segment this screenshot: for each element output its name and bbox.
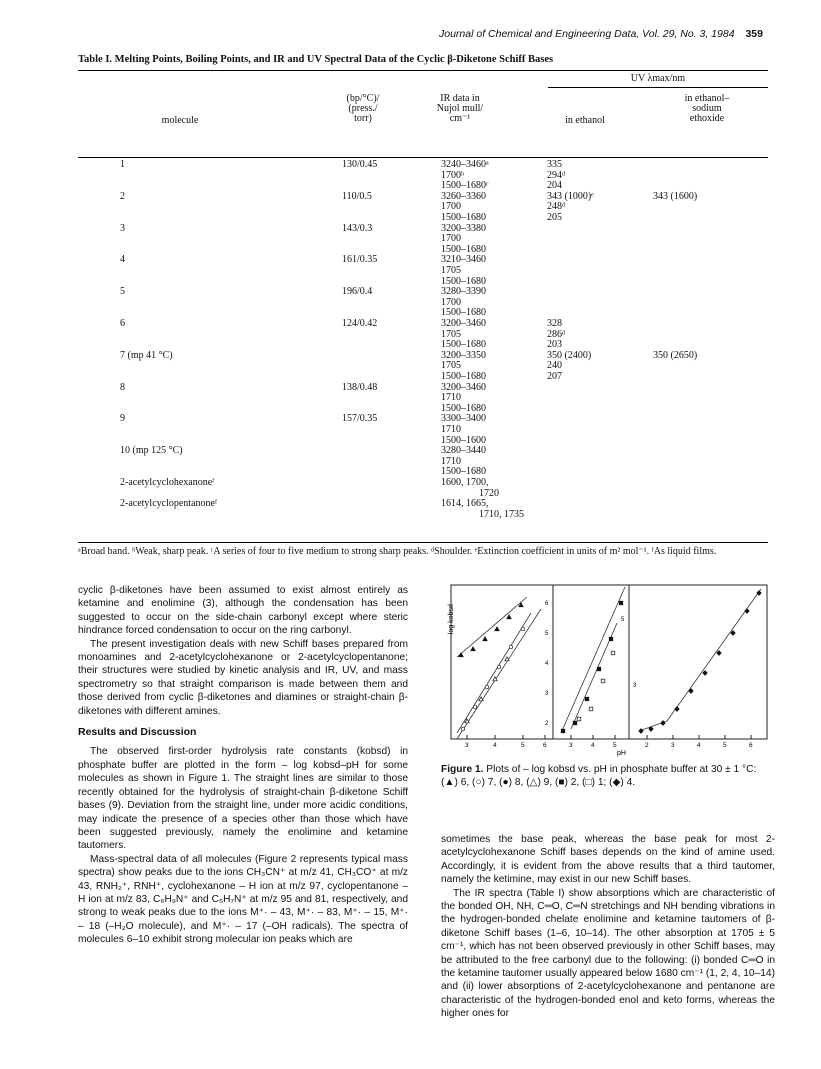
cell-molecule: 1 (120, 159, 125, 170)
intro-paragraph-2: The present investigation deals with new Schiff bases prepared from monoamines and 2-acetylcyclohexanone or 2-acetylcyclopentanone; their structures were studied by kinetic analysis and IR, UV, and mass spectrometry so that straight comparison is made between them and those derived from cyclic β-diketones and diamines or straight-chain β-diketones with different amines. (78, 638, 408, 717)
cell-ir: 3200–3460 1710 1500–1680 (441, 381, 486, 414)
table-row (78, 446, 768, 478)
data-point (675, 707, 679, 712)
right-paragraph-1: sometimes the base peak, whereas the base peak for most 2-acetylcyclohexanone Schiff bases depends on the kind of amine used. Accordingly, it is evident from the above results that a third tautomer, namely the ketimine, may exist in our new Schiff bases. (441, 834, 775, 886)
x-tick-label: 4 (697, 742, 701, 749)
data-point (497, 665, 501, 669)
figure-1-plot (441, 583, 775, 759)
data-point (597, 667, 601, 671)
y-tick-label: 4 (545, 661, 549, 667)
cell-uv-ethanol: 328 286ᵈ 203 (547, 317, 566, 351)
data-point (703, 671, 707, 676)
data-point (717, 651, 721, 656)
results-paragraph-2: Mass-spectral data of all molecules (Figure 2 represents typical mass spectra) show peaks due to the ions CH₃CN⁺ at m/z 41, CH₃CO⁺ at m/z 43, RNH₂⁺, RNH⁺, cyclohexanone – H ion at m/z 97, cyclopentanone – H ion at m/z 83, C₆H₉N⁺ and C₅H₇N⁺ at m/z 95 and 81, respectively, and strong to weak peaks due to the ions M⁺· – 43, M⁺· – 83, M⁺· – 15, M⁺· – 18 (–H₂O molecule), and M⁺· – 17 (–OH radicals). The spectra of molecules 6–10 exhibit strong molecular ion peaks which are (78, 853, 408, 946)
x-tick-label: 6 (749, 742, 753, 749)
x-tick-label: 5 (521, 742, 525, 749)
bp-header: (bp/°C)/ (press./ torr) (346, 93, 380, 124)
data-point (483, 637, 487, 641)
x-tick-label: 6 (543, 742, 547, 749)
data-point (601, 679, 605, 683)
cell-ir: 3300–3400 1710 1500–1600 (441, 413, 486, 446)
molecule-header: molecule (161, 115, 199, 126)
table-top-rule (78, 70, 768, 71)
table-row (78, 351, 768, 383)
cell-ir: 3260–3360 1700 1500–1680 (441, 190, 486, 223)
fit-line (457, 597, 527, 657)
intro-paragraph-1: cyclic β-diketones have been assumed to exist almost entirely as ketamine and enolimine (3), although the condensation has been suggested to occur on the side-chain carbonyl except where steric hindrance forced condensation to occur on the ring carbonyl. (78, 585, 408, 637)
cell-bp: 143/0.3 (342, 222, 373, 234)
x-tick-label: 3 (465, 742, 469, 749)
journal-citation: Journal of Chemical and Engineering Data, Vol. 29, No. 3, 1984 (439, 28, 735, 40)
data-point (609, 637, 613, 641)
x-tick-label: 5 (613, 742, 617, 749)
data-point (619, 601, 623, 605)
data-point (661, 721, 665, 726)
cell-ir: 3200–3380 1700 1500–1680 (441, 222, 486, 255)
table-caption: Table I. Melting Points, Boiling Points, and IR and UV Spectral Data of the Cyclic β-Diketone Schiff Bases (78, 54, 554, 65)
fit-line (457, 613, 531, 733)
table-row (78, 414, 768, 446)
cell-bp: 196/0.4 (342, 286, 373, 298)
data-point (471, 647, 475, 651)
cell-uv-ethanol: 350 (2400) 240 207 (547, 349, 592, 382)
cell-molecule: 4 (120, 254, 125, 266)
table-row (78, 160, 768, 192)
table-header-rule (78, 157, 768, 158)
cell-uv-sodium: 350 (2650) (653, 349, 698, 361)
x-tick-label: 3 (569, 742, 573, 749)
cell-molecule: 3 (120, 222, 125, 234)
cell-molecule: 5 (120, 286, 125, 298)
right-column (441, 833, 775, 1021)
panel-marker-label: 5 (621, 617, 625, 623)
data-point (507, 615, 511, 619)
figure-caption-label: Figure 1. (441, 764, 484, 775)
cell-molecule: 2-acetylcyclopentanoneᶠ (120, 498, 218, 510)
x-tick-label: 5 (723, 742, 727, 749)
cell-bp: 130/0.45 (342, 159, 378, 170)
data-point (611, 651, 615, 655)
sodium-header: in ethanol– sodium ethoxide (684, 93, 730, 124)
table-bottom-rule (78, 542, 768, 543)
cell-bp: 124/0.42 (342, 317, 378, 329)
x-tick-label: 4 (591, 742, 595, 749)
data-point (745, 609, 749, 614)
x-tick-label: 4 (493, 742, 497, 749)
cell-molecule: 8 (120, 381, 125, 393)
data-point (509, 645, 513, 649)
cell-uv-ethanol: 335 294ᵈ 204 (547, 159, 566, 192)
cell-bp: 138/0.48 (342, 381, 378, 393)
cell-ir: 1614, 1665, 1710, 1735 (441, 498, 524, 520)
data-point (573, 721, 577, 725)
table-row (78, 478, 768, 499)
page-number: 359 (745, 28, 763, 40)
data-point (521, 627, 525, 631)
cell-ir: 3280–3440 1710 1500–1680 (441, 445, 486, 478)
data-point (731, 631, 735, 636)
data-point (577, 717, 581, 721)
section-heading: Results and Discussion (78, 726, 197, 739)
y-tick-label: 2 (545, 721, 549, 727)
cell-ir: 3240–3460ᵃ 1700ᵇ 1500–1680ᶜ (441, 159, 489, 192)
running-header (439, 28, 763, 40)
cell-ir: 1600, 1700, 1720 (441, 476, 499, 499)
cell-molecule: 10 (mp 125 °C) (120, 445, 183, 457)
figure-caption (441, 763, 775, 789)
table-row (78, 319, 768, 351)
cell-molecule: 2-acetylcyclohexanoneᶠ (120, 476, 215, 488)
cell-uv-ethanol: 343 (1000)ᵉ 248ᵈ 205 (547, 190, 594, 223)
table-row (78, 224, 768, 256)
cell-bp: 110/0.5 (342, 190, 372, 202)
cell-uv-sodium: 343 (1600) (653, 190, 698, 202)
y-tick-label: 3 (545, 691, 549, 697)
cell-molecule: 2 (120, 190, 125, 202)
plot-frame (451, 585, 767, 739)
data-point (561, 729, 565, 733)
right-paragraph-2: The IR spectra (Table I) show absorptions which are characteristic of the bonded OH, NH, C═O, C═N stretchings and NH bending vibrations in the hydrogen-bonded chelate enolimine and ketamine tautomers of β-diketone Schiff bases (1–6, 10–14). The other absorption at 1705 ± 5 cm⁻¹, which has not been observed previously in other Schiff bases, may be attributed to the free carbonyl due to the following: (i) bonded C═O in the ketamine tautomer usually appeared below 1680 cm⁻¹ (1, 2, 4, 10–14) and (ii) lower absorptions of 2-acetylcyclohexanone and pentanone are characteristic of the hydrogen-bonded enol and keto forms, whereas the higher ones for (441, 887, 775, 1020)
cell-bp: 161/0.35 (342, 254, 378, 266)
table-body (78, 160, 768, 520)
table-row (78, 255, 768, 287)
panel-marker-label: 3 (633, 683, 637, 689)
cell-molecule: 7 (mp 41 °C) (120, 349, 173, 361)
data-point (485, 685, 489, 689)
left-column (78, 584, 408, 947)
cell-molecule: 9 (120, 413, 125, 425)
y-tick-label: 5 (545, 631, 549, 637)
x-axis-label: pH (617, 750, 626, 757)
data-point (585, 697, 589, 701)
cell-molecule: 6 (120, 317, 125, 329)
cell-ir: 3200–3350 1705 1500–1680 (441, 349, 486, 382)
table-footnote: ᵃBroad band. ᵇWeak, sharp peak. ᶜA series of four to five medium to strong sharp peaks. ᵈShoulder. ᵉExtinction coefficient in units of m² mol⁻¹. ᶠAs liquid films. (78, 546, 717, 557)
results-paragraph-1: The observed first-order hydrolysis rate constants (kobsd) in phosphate buffer are plotted in the form – log kobsd–pH for some molecules as shown in Figure 1. The straight lines are similar to those recently obtained for the hydrolysis of straight-chain β-diketone Schiff bases (9). Deviation from the straight line, under more acidic conditions, may indicate the presence of a species other than those which have been suggested previously, namely the enolimine and ketamine tautomers. (78, 746, 408, 852)
cell-ir: 3280–3390 1700 1500–1680 (441, 286, 486, 319)
y-tick-label: 6 (545, 601, 549, 607)
table-row (78, 499, 768, 520)
x-tick-label: 2 (645, 742, 649, 749)
data-point (473, 705, 477, 709)
data-point (461, 727, 465, 731)
ethanol-header: in ethanol (565, 115, 605, 126)
fit-line (457, 609, 541, 739)
data-point (589, 707, 593, 711)
figure-caption-text: Plots of – log kobsd vs. pH in phosphate buffer at 30 ± 1 °C: (▲) 6, (○) 7, (●) 8, (△) 9, (■) 2, (□) 1; (◆) 4. (441, 764, 757, 788)
uv-group-rule (548, 87, 768, 88)
data-point (757, 591, 761, 596)
data-point (495, 627, 499, 631)
x-tick-label: 3 (671, 742, 675, 749)
cell-ir: 3210–3460 1705 1500–1680 (441, 254, 486, 287)
cell-ir: 3200–3460 1705 1500–1680 (441, 317, 486, 351)
ir-header: IR data in Nujol mull/ cm⁻¹ (436, 93, 484, 124)
y-axis-label: –log kobsd (448, 604, 455, 638)
cell-bp: 157/0.35 (342, 413, 378, 425)
figure-1 (441, 583, 775, 759)
table-row (78, 192, 768, 224)
uv-header: UV λmax/nm (630, 73, 686, 84)
table-row (78, 383, 768, 415)
table-row (78, 287, 768, 319)
